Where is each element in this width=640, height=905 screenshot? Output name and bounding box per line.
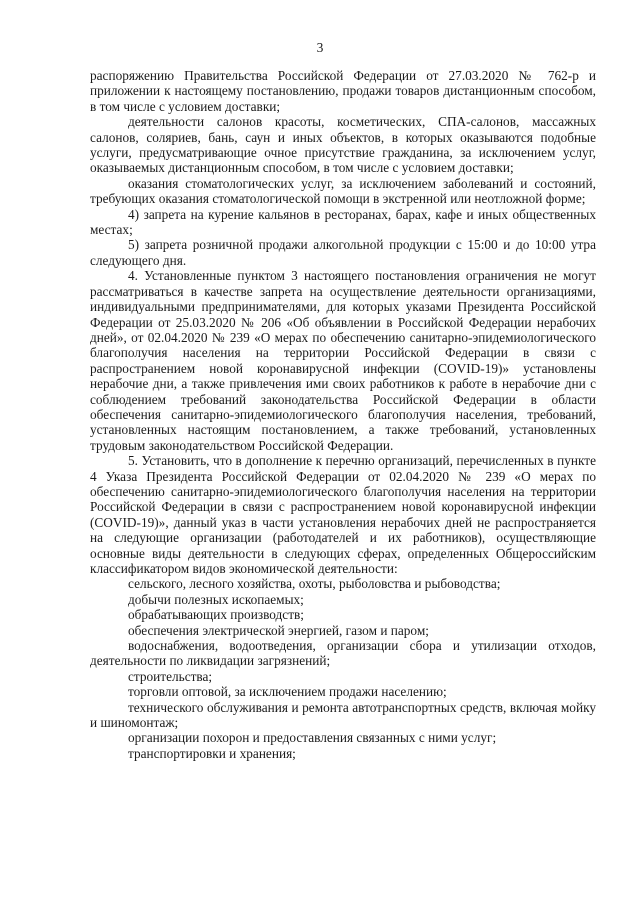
page-number: 3	[316, 40, 324, 55]
list-item-wholesale: торговли оптовой, за исключением продажи населению;	[128, 684, 447, 700]
paragraph-item-5: 5. Установить, что в дополнение к перечню организаций, перечисленных в пункте 4 Указа Президента Российской Федерации от 02.04.2020 № 239 «О мерах по обеспечению санитарно-эпидемиологического благополучия населения на территории Российской Федерации в связи с распространением новой коронавирусной инфекции (COVID-19)», данный указ в части установления нерабочих дней не распространяется на следующие организации (работодателей и их работников), осуществляющие основные виды деятельности в следующих сферах, определенных Общероссийским классификатором видов экономической деятельности:	[90, 453, 596, 576]
list-item-mining: добычи полезных ископаемых;	[128, 591, 304, 607]
paragraph-item-4: 4. Установленные пунктом 3 настоящего постановления ограничения не могут рассматриваться в качестве запрета на осуществление деятельности организациями, индивидуальными предпринимателями, для которых указами Президента Российской Федерации от 25.03.2020 № 206 «Об объявлении в Российской Федерации нерабочих дней», от 02.04.2020 № 239 «О мерах по обеспечению санитарно-эпидемиологического благополучия населения на территории Российской Федерации в связи с распространением новой коронавирусной инфекции (COVID-19)» установлены нерабочие дни, а также привлечения ими своих работников к работе в нерабочие дни с соблюдением требований законодательства Российской Федерации в области обеспечения санитарно-эпидемиологического благополучия населения, требований, установленных настоящим постановлением, а также требований, установленных трудовым законодательством Российской Федерации.	[90, 268, 596, 453]
list-item-transport: транспортировки и хранения;	[128, 745, 296, 761]
list-item-agriculture: сельского, лесного хозяйства, охоты, рыболовства и рыбоводства;	[128, 576, 501, 592]
list-item-vehicle-service: технического обслуживания и ремонта автотранспортных средств, включая мойку и шиномонтаж;	[90, 699, 596, 731]
paragraph-dental-services: оказания стоматологических услуг, за исключением заболеваний и состояний, требующих оказания стоматологической помощи в экстренной или неотложной форме;	[90, 175, 596, 207]
paragraph-beauty-salons: деятельности салонов красоты, косметических, СПА-салонов, массажных салонов, соляриев, бань, саун и иных объектов, в которых оказываются подобные услуги, предусматривающие очное присутствие гражданина, за исключением услуг, оказываемых дистанционным способом, в том числе с условием доставки;	[90, 114, 596, 176]
paragraph-continuation: распоряжению Правительства Российской Федерации от 27.03.2020 № 762-р и приложении к настоящему постановлению, продажи товаров дистанционным способом, в том числе с условием доставки;	[90, 68, 596, 114]
list-item-energy: обеспечения электрической энергией, газом и паром;	[128, 622, 429, 638]
paragraph-hookah-ban: 4) запрета на курение кальянов в ресторанах, барах, кафе и иных общественных местах;	[90, 206, 596, 238]
paragraph-alcohol-ban: 5) запрета розничной продажи алкогольной продукции с 15:00 и до 10:00 утра следующего дня.	[90, 237, 596, 268]
list-item-water-supply: водоснабжения, водоотведения, организации сбора и утилизации отходов, деятельности по ликвидации загрязнений;	[90, 638, 596, 669]
document-body	[90, 68, 596, 761]
list-item-manufacturing: обрабатывающих производств;	[128, 607, 304, 623]
list-item-construction: строительства;	[128, 668, 213, 684]
list-item-funeral: организации похорон и предоставления связанных с ними услуг;	[128, 730, 497, 746]
